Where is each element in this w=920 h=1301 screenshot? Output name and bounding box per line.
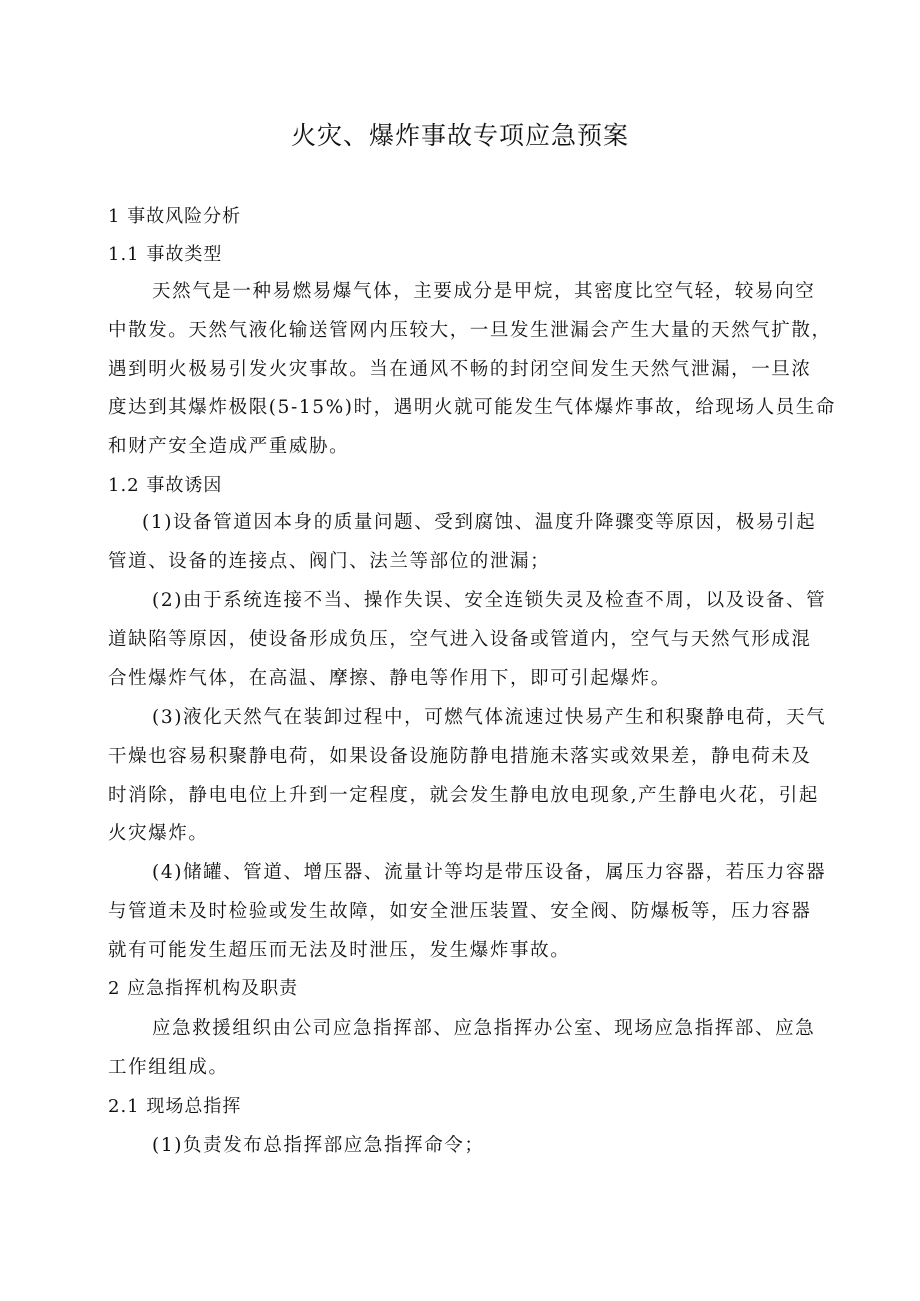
paragraph-accident-type [108, 273, 836, 467]
list-item-cause-3 [108, 699, 827, 854]
list-item-cause-2 [108, 582, 827, 698]
paragraph-line: 度达到其爆炸极限(5-15%)时，遇明火就可能发生气体爆炸事故，给现场人员生命 [108, 397, 836, 419]
paragraph-line: 火灾爆炸。 [108, 823, 209, 845]
paragraph-line: 中散发。天然气液化输送管网内压较大，一旦发生泄漏会产生大量的天然气扩散， [108, 319, 832, 341]
paragraph-line: 应急救援组织由公司应急指挥部、应急指挥办公室、现场应急指挥部、应急 [152, 1018, 816, 1039]
list-item-cause-1 [108, 504, 820, 582]
paragraph-line: 就有可能发生超压而无法及时泄压，发生爆炸事故。 [108, 939, 571, 961]
paragraph-line: (1)设备管道因本身的质量问题、受到腐蚀、温度升降骤变等原因，极易引起 [142, 512, 817, 533]
list-item-cause-4 [108, 854, 827, 970]
paragraph-organization [108, 1010, 820, 1088]
section-heading-2: 2 应急指挥机构及职责 [108, 978, 299, 999]
paragraph-line: (4)储罐、管道、增压器、流量计等均是带压设备，属压力容器，若压力容器 [152, 862, 827, 883]
paragraph-line: 时消除，静电电位上升到一定程度，就会发生静电放电现象,产生静电火花，引起 [108, 784, 819, 806]
section-heading-2-1: 2.1 现场总指挥 [108, 1096, 242, 1117]
paragraph-line: 干燥也容易积聚静电荷，如果设备设施防静电措施未落实或效果差，静电荷未及 [108, 745, 812, 767]
paragraph-line: 天然气是一种易燃易爆气体，主要成分是甲烷，其密度比空气轻，较易向空 [152, 281, 816, 302]
paragraph-line: 遇到明火极易引发火灾事故。当在通风不畅的封闭空间发生天然气泄漏，一旦浓 [108, 358, 812, 380]
section-heading-1-2: 1.2 事故诱因 [108, 475, 223, 496]
paragraph-line: 道缺陷等原因，使设备形成负压，空气进入设备或管道内，空气与天然气形成混 [108, 628, 812, 650]
paragraph-line: 合性爆炸气体，在高温、摩擦、静电等作用下，即可引起爆炸。 [108, 667, 671, 689]
section-heading-1: 1 事故风险分析 [108, 206, 242, 227]
paragraph-line: (2)由于系统连接不当、操作失误、安全连锁失灵及检查不周，以及设备、管 [152, 590, 827, 611]
paragraph-line: 与管道未及时检验或发生故障，如安全泄压装置、安全阀、防爆板等，压力容器 [108, 900, 812, 922]
document-title: 火灾、爆炸事故专项应急预案 [290, 121, 629, 150]
paragraph-line: (1)负责发布总指挥部应急指挥命令； [152, 1135, 485, 1156]
list-item-commander-1 [108, 1127, 820, 1166]
section-heading-1-1: 1.1 事故类型 [108, 244, 223, 265]
paragraph-line: 管道、设备的连接点、阀门、法兰等部位的泄漏； [108, 550, 551, 572]
paragraph-line: 工作组组成。 [108, 1056, 229, 1078]
paragraph-line: (3)液化天然气在装卸过程中，可燃气体流速过快易产生和积聚静电荷，天气 [152, 707, 827, 728]
paragraph-line: 和财产安全造成严重威胁。 [108, 436, 350, 458]
